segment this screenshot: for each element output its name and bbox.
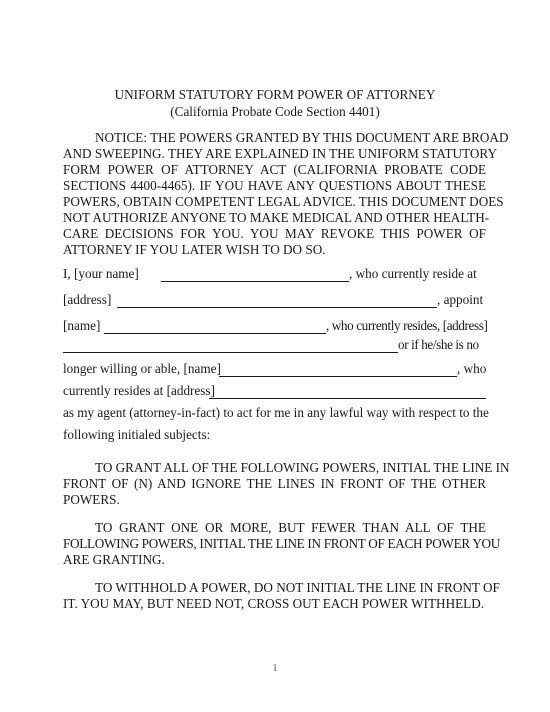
- instruction-line: FRONT OF (N) AND IGNORE THE LINES IN FRONT OF THE OTHER: [63, 476, 486, 491]
- form-label-your-name: I, [your name]: [63, 266, 139, 281]
- instruction-line: ARE GRANTING.: [63, 552, 165, 567]
- form-label-alternate-address: currently resides at [address]: [63, 383, 215, 398]
- agent-address-field[interactable]: [63, 352, 398, 353]
- form-text: , who currently resides, [address]: [326, 318, 488, 333]
- notice-line: FORM POWER OF ATTORNEY ACT (CALIFORNIA PROBATE CODE: [63, 162, 486, 177]
- instruction-line: IT. YOU MAY, BUT NEED NOT, CROSS OUT EACH POWER WITHHELD.: [63, 596, 485, 611]
- form-text: , who: [457, 361, 487, 376]
- page-number: 1: [272, 662, 278, 674]
- notice-line: NOTICE: THE POWERS GRANTED BY THIS DOCUMENT ARE BROAD: [95, 130, 509, 145]
- your-name-field[interactable]: [161, 281, 349, 282]
- instruction-line: TO GRANT ALL OF THE FOLLOWING POWERS, INITIAL THE LINE IN: [95, 460, 510, 475]
- instruction-line: TO WITHHOLD A POWER, DO NOT INITIAL THE LINE IN FRONT OF: [95, 580, 500, 595]
- agent-name-field[interactable]: [104, 333, 326, 334]
- document-subtitle: (California Probate Code Section 4401): [170, 104, 380, 119]
- instruction-line: FOLLOWING POWERS, INITIAL THE LINE IN FRONT OF EACH POWER YOU: [63, 536, 501, 551]
- form-text: following initialed subjects:: [63, 427, 211, 442]
- notice-line: ATTORNEY IF YOU LATER WISH TO DO SO.: [63, 242, 326, 257]
- your-address-field[interactable]: [117, 307, 437, 308]
- form-label-alternate-name: longer willing or able, [name]: [63, 361, 221, 376]
- notice-line: SECTIONS 4400-4465). IF YOU HAVE ANY QUESTIONS ABOUT THESE: [63, 178, 486, 193]
- instruction-line: POWERS.: [63, 492, 120, 507]
- form-label-agent-name: [name]: [63, 318, 101, 333]
- form-text: or if he/she is no: [398, 337, 479, 352]
- form-label-address: [address]: [63, 292, 112, 307]
- instruction-line: TO GRANT ONE OR MORE, BUT FEWER THAN ALL OF THE: [95, 520, 486, 535]
- document-title: UNIFORM STATUTORY FORM POWER OF ATTORNEY: [114, 87, 436, 102]
- notice-line: NOT AUTHORIZE ANYONE TO MAKE MEDICAL AND OTHER HEALTH-: [63, 210, 490, 225]
- notice-line: POWERS, OBTAIN COMPETENT LEGAL ADVICE. THIS DOCUMENT DOES: [63, 194, 504, 209]
- form-text: , who currently reside at: [349, 266, 477, 281]
- notice-line: CARE DECISIONS FOR YOU. YOU MAY REVOKE THIS POWER OF: [63, 226, 486, 241]
- notice-line: AND SWEEPING. THEY ARE EXPLAINED IN THE UNIFORM STATUTORY: [63, 146, 498, 161]
- form-text: as my agent (attorney-in-fact) to act for me in any lawful way with respect to the: [63, 405, 489, 420]
- alternate-agent-name-field[interactable]: [219, 376, 457, 377]
- alternate-agent-address-field[interactable]: [209, 398, 486, 399]
- form-text: , appoint: [437, 292, 484, 307]
